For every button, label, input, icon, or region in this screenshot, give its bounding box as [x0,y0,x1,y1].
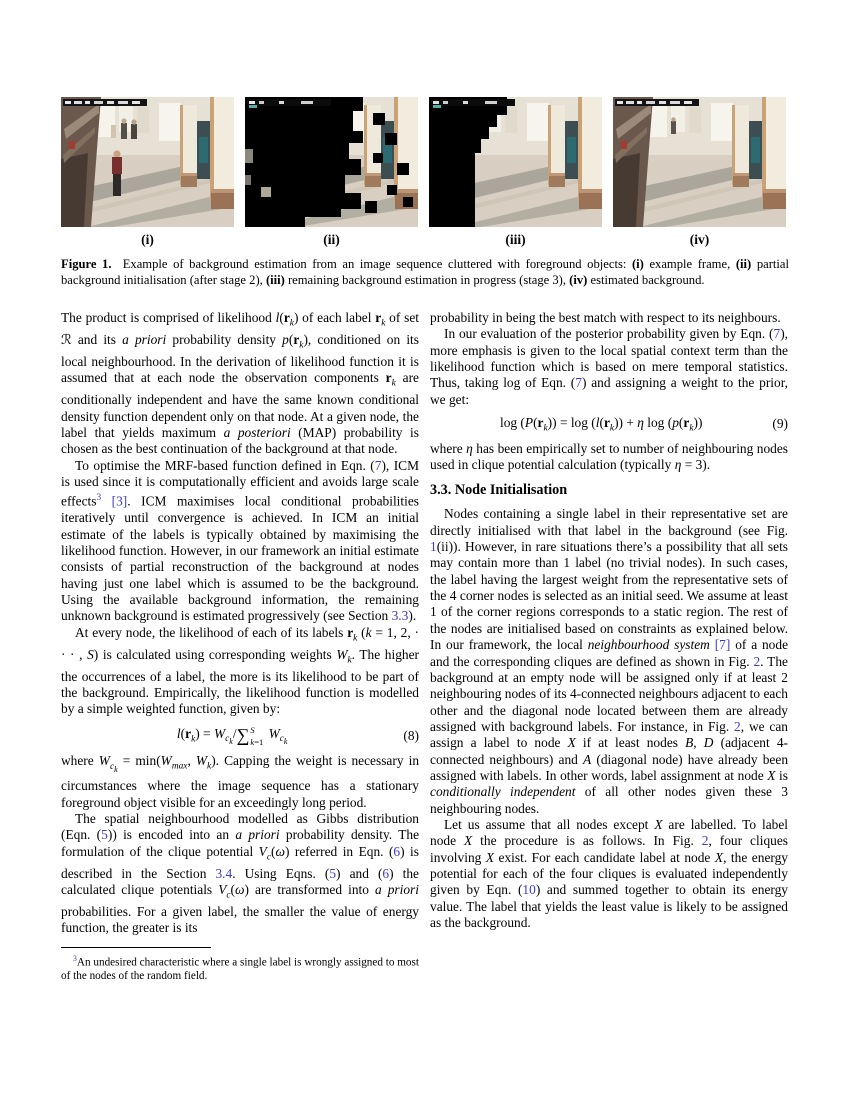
paragraph: The spatial neighbourhood modelled as Gibbs distribution (Eqn. (5)) is encoded into an a priori probability density. The formulation of the clique potential $V_c(\omega)$ referred in Eqn. (6) is described in the Section 3.4. Using Eqns. (5) and (6) the calculated clique potentials $V_c(\omega)$ are transformed into a priori probabilities. For a given label, the smaller the value of energy function, the greater is its [61,810,420,936]
fig-1-ref[interactable]: 1 [430,539,437,555]
unknown-background-mask [245,97,363,227]
panel-label-iii: (iii) [505,232,526,247]
paragraph: Let us assume that all nodes except X are labelled. To label node X the procedure is as follows. In Fig. 2, four cliques involving X exist. For each candidate label at node X, the energy potential for each of the four cliques is evaluated independently given by Eqn. (10) and summed together to obtain its energy value. The label that yields the least value is likely to be assigned as the background. [430,816,789,931]
fig-2-ref[interactable]: 2 [701,833,709,849]
paragraph: In our evaluation of the posterior probability given by Eqn. (7), more emphasis is given to the local spatial context term than the likelihood function which is based on mere temporal statistics. Thus, taking log of Eqn. (7) and assigning a weight to the prior, we get: [430,326,788,407]
figure1-panel-labels [61,232,789,248]
equation [430,415,788,434]
figure1-caption: Figure 1. Example of background estimation from an image sequence cluttered with foreground objects: (i) example frame, (ii) partial background initialisation (after stage 2), (iii) remaining background estimation in progress (stage 3), (iv) estimated background. [61,257,789,287]
footnote-rule [61,947,211,948]
eqn-5-ref[interactable]: 5 [329,865,337,881]
panel-label-iv: (iv) [689,232,710,247]
section-3-3-ref[interactable]: 3.3 [391,608,409,624]
section-heading: 3.3. Node Initialisation [430,482,568,499]
eqn-7-ref[interactable]: 7 [575,375,582,391]
equation-number: (8) [403,727,419,743]
footnote-3-marker: 3 [73,953,77,963]
equation-body: $\log (P(r_k)) = \log (l(r_k)) + \eta$ $\log (p(r_k))$ [499,415,703,434]
eqn-7-ref[interactable]: 7 [374,457,382,473]
figure1-panel-estimation-in-progress [429,97,602,227]
eqn-10-ref[interactable]: 10 [522,882,536,898]
panel-label-ii: (ii) [323,232,340,247]
section-3-4-ref[interactable]: 3.4 [215,865,233,881]
figure1-panel-example-frame [61,97,234,227]
fig-2-ref[interactable]: 2 [753,653,761,669]
body-columns [61,310,789,984]
eqn-7-ref[interactable]: 7 [773,326,781,342]
fig-2-ref[interactable]: 2 [734,718,741,734]
eqn-5-ref[interactable]: 5 [101,827,108,843]
cite-3[interactable]: [3] [111,493,128,509]
eqn-6-ref[interactable]: 6 [382,865,390,881]
paragraph: where $W_{c_k} = \min(W_{max}$, $W_k$). Capping the weight is necessary in circumstances where the image sequence has a stationary foreground object visible for an exceedingly long period. [61,753,420,810]
eqn-6-ref[interactable]: 6 [393,843,401,859]
equation [61,725,419,747]
paragraph: probability in being the best match with respect to its neighbours. [430,310,781,325]
paragraph: To optimise the MRF-based function defined in Eqn. (7), ICM is used since it is computationally efficient and avoids large scale effects$^3$ [3]. ICM maximises local conditional probabilities iteratively until convergence is achieved. In ICM an initial estimate of the labels is typically obtained by maximising the likelihood function. However, in our framework an initial estimate consists of partial reconstruction of the background at nodes having just one label which is assumed to be the background. Using the available background information, the remaining unknown background is estimated progressively (see Section 3.3). [61,457,419,624]
equation-number: (9) [772,416,788,432]
figure1-panels [61,97,789,227]
figure1-panel-partial-initialisation [245,97,418,227]
right-column [430,310,788,984]
footnote: $^3$An undesired characteristic where a single label is wrongly assigned to most of the nodes of the random field. [61,953,419,983]
footnote-3-marker: 3 [96,493,102,504]
paragraph: Nodes containing a single label in their representative set are directly initialised with that label in the background (see Fig. 1(ii)). However, in rare situations there’s a possibility that all sets may contain more than 1 label (no trivial nodes). In such cases, the label having the largest weight from the representative sets of the 4 corner nodes is selected as an initial seed. We assume at least 1 of the corner regions corresponds to a static region. The rest of the nodes are initialised based on constraints as explained below. In our framework, the local neighbourhood system [7] of a node and the corresponding cliques are defined as shown in Fig. 2. The background at an empty node will be assigned only if at least 2 neighbouring nodes of its 4-connected neighbours adjacent to each other and the diagonal node located between them are already assigned with background labels. For instance, in Fig. 2, we can assign a label to node X if at least nodes B, D (adjacent 4-connected neighbours) and A (diagonal node) have already been assigned with labels. In other words, label assignment at node X is conditionally independent of all other nodes given these 3 neighbouring nodes. [430,506,789,816]
panel-label-i: (i) [141,232,154,247]
paragraph: At every node, the likelihood of each of its labels $r_k$ (k = 1, 2, · · · , S) is calculated using corresponding weights $W_k$. The higher the occurrences of a label, the more is its likelihood to be part of the background. Empirically, the likelihood function is modelled by a simple weighted function, given by: [61,624,420,717]
cite-7[interactable]: [7] [714,637,731,653]
left-column [61,310,419,984]
figure1-panel-estimated-background [613,97,786,227]
equation-body: $l(r_k) = W_{c_k}/\sum$ S k=1 $W_{c_k}$ [176,724,288,747]
paragraph: The product is comprised of likelihood $l(r_k)$ of each label $r_k$ of set ℛ and its a priori probability density $p(r_k)$, conditioned on its local neighbourhood. In the derivation of likelihood function it is assumed that at each node the observation components $r_k$ are conditionally independent and have the same known conditional density function dependent only on that node. At a given node, the label that yields maximum a posteriori (MAP) probability is chosen as the best continuation of the background at that node. [61,310,419,457]
paragraph: where η has been empirically set to number of neighbouring nodes used in clique potential calculation (typically η = 3). [430,440,788,473]
